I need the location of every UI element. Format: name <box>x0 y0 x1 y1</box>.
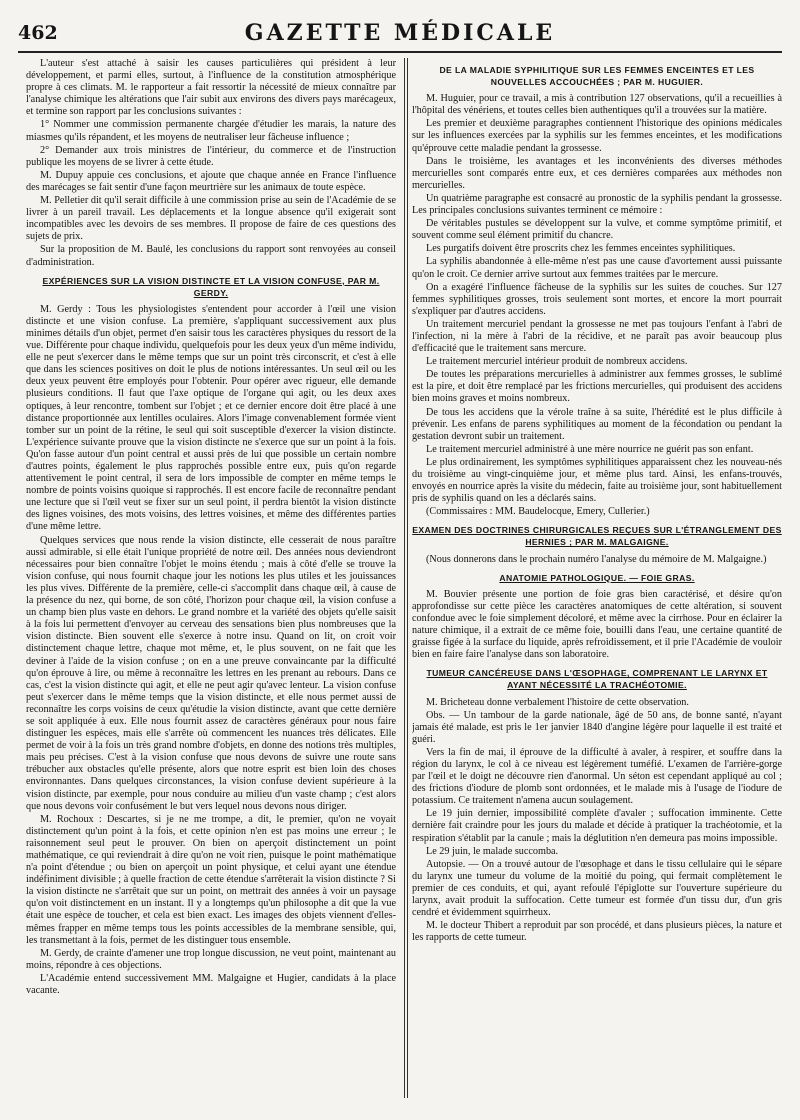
paragraph: La syphilis abandonnée à elle-même n'est pas une cause d'avortement aussi puissante qu'on le croit. Ce dernier arrive surtout aux femmes traitées par le mercure. <box>412 256 782 280</box>
paragraph: M. Pelletier dit qu'il serait difficile à une commission prise au sein de l'Académie de se livrer à un pareil travail. Les déplacements et la longue absence qu'il exigerait sont incompatibles avec les devoirs de ses membres. Il propose de faire de ces questions des sujets de prix. <box>26 195 396 243</box>
paragraph: M. le docteur Thibert a reproduit par son procédé, et dans plusieurs pièces, la nature et les rapports de cette tumeur. <box>412 920 782 944</box>
page-header <box>18 18 782 48</box>
paragraph: Le plus ordinairement, les symptômes syphilitiques apparaissent chez les nouveau-nés du troisième au vingt-cinquième jour, et même plus tard. Ainsi, les enfans-trouvés, envoyés en nourrice après la visite du médecin, faite au troisième jour, sont habituellement pris de syphilis quand on les a déclarés sains. <box>412 456 782 505</box>
paragraph: De tous les accidens que la vérole traîne à sa suite, l'hérédité est le plus difficile à prévenir. Les enfans de parens syphilitiques au moment de la fécondation ou pendant la gestation devront subir un traitement. <box>412 406 782 442</box>
paragraph: Autopsie. — On a trouvé autour de l'œsophage et dans le tissu cellulaire qui le sépare du larynx une tumeur du volume de la moitié du poing, qui fermait complètement le premier de ces conduits, et qui, ayant refoulé l'épiglotte sur l'ouverture supérieure du larynx, avait produit la suffocation. Cette tumeur est formée d'un tissu dur, d'un gris cendré et évidemment squirrheux. <box>412 858 782 919</box>
paragraph: Sur la proposition de M. Baulé, les conclusions du rapport sont renvoyées au conseil d'administration. <box>26 244 396 268</box>
header-rule <box>18 51 782 53</box>
paragraph: M. Dupuy appuie ces conclusions, et ajoute que chaque année en France l'influence des marécages se fait sentir d'une façon meurtrière sur les animaux de toute espèce. <box>26 169 396 193</box>
paragraph: On a exagéré l'influence fâcheuse de la syphilis sur les suites de couches. Sur 127 femmes syphilitiques grosses, trois seulement sont mortes, et encore la mort pourrait s'expliquer par d'autres accidens. <box>412 281 782 317</box>
section-heading: EXPÉRIENCES SUR LA VISION DISTINCTE ET LA VISION CONFUSE, PAR M. GERDY. <box>42 275 380 298</box>
paragraph: Quelques services que nous rende la vision distincte, elle cesserait de nous paraître aussi admirable, si elle était l'unique propriété de notre œil. Des années nous deviendront nécessaires pour bien connaître l'objet le moins étendu ; mais à côté d'elle se trouve la vision confuse, qui nous fournit chaque jour les notions les plus utiles et les jouissances les plus vives. Différente de la première, celle-ci s'accomplit dans chaque œil, à cause de la présence du nez, qui borne, de son côté, l'horizon pour chaque œil, la vision confuse a un champ bien plus vaste en dehors. Le grand nombre et la variété des objets qu'elle saisit à la fois lui permettent d'envoyer au cerveau des sensations bien plus nombreuses que la vision distincte. Bien souvent elle s'exerce à notre insu. Quand on lit, on croit voir distinctement chaque lettre, chaque mot même, et, le plus souvent, on ne fait que les deviner à l'aide de la vision confuse ; on en a une preuve convaincante par la difficulté qu'on éprouve à lire, ou même à reconnaître les lettres en les prenant au rebours. Dans ce cas, c'est la vision distincte qui agit, et elle ne peut agir qu'avec lenteur. La vision confuse peut s'exercer dans le même temps que la vision distincte, et elle nous permet aussi de reconnaître les corps voisins de ceux qu'étudie la vision distincte, avant que cette dernière se soit appliquée à eux. Elle nous fournit assez de caractères généraux pour nous faire distinguer les espèces, mais elle s'arrête où commencent les nuances très délicates. Elle permet de voir à la fois un très grand nombre d'objets, en donne des notions très multiples, mais peu précises. C'est à la vision confuse que nous devons de suivre une route sans trébucher aux obstacles qu'elle présente, alors que notre esprit est bien loin des choses environnantes. Dans quelques circonstances, la vision confuse devient supérieure à la vision distincte, par exemple, pour nous conduire au milieu d'un vaste champ ; c'est alors que nous devons voir confusément le but vers lequel nous devons nous diriger. <box>26 534 396 812</box>
masthead-title: GAZETTE MÉDICALE <box>244 20 556 46</box>
paragraph: (Nous donnerons dans le prochain numéro l'analyse du mémoire de M. Malgaigne.) <box>426 553 767 565</box>
paragraph: Vers la fin de mai, il éprouve de la difficulté à avaler, à respirer, et souffre dans la région du larynx, le col à ce niveau est légèrement tuméfié. L'examen de l'arrière-gorge par l'œil et le doigt ne découvre rien d'anormal. Un séton est cependant appliqué au col ; des frictions d'iodure de plomb sont ordonnées, et le malade mis à l'usage de l'iodure de potassium. Ce traitement n'amena aucun soulagement. <box>412 746 782 807</box>
paragraph: M. Gerdy : Tous les physiologistes s'entendent pour accorder à l'œil une vision distincte et une vision confuse. La première, s'appliquant successivement aux plus minimes détails d'un objet, permet d'en saisir tous les caractères physiques du ressort de la vue. Différente pour chaque individu, quelquefois pour les deux yeux d'un même individu, elle ne peut s'exercer dans le même temps que sur un point très circonscrit, et c'est à elle que dans les sciences positives on doit le plus de notions intéressantes. Un seul œil ou les deux yeux peuvent être employés pour l'obtenir. Pour opérer avec rigueur, elle demande plusieurs conditions. Il faut que l'axe optique de l'organe qui agit, ou les deux axes optiques, à leur rencontre, tombent sur l'objet ; et ce dernier encore doit être placé à une distance proportionnée aux lentilles oculaires. Alors l'image convenablement formée vient tomber sur un point de la rétine, le seul qui soit susceptible d'exercer la vision distincte. L'expérience suivante prouve que la vision distincte ne s'exerce que sur un point à la fois. Qu'on fasse autour d'un point central et aussi près de lui que possible un certain nombre d'autres points, également le plus rapprochés possible entre eux, puis qu'on regarde attentivement le point central, il sera de lors impossible de compter en même temps le nombre de points voisins quoique si rapprochés. Il est encore facile de reconnaître pendant une lecture que si l'œil veut se fixer sur un seul point, il perdra bientôt la vision distincte des lignes voisines, des mots voisins, des lettres voisines, et même des différentes parties d'une même lettre. <box>26 303 396 533</box>
section-heading: EXAMEN DES DOCTRINES CHIRURGICALES REÇUES SUR L'ÉTRANGLEMENT DES HERNIES ; PAR M. MALGAIGNE. <box>412 525 782 548</box>
section-heading: ANATOMIE PATHOLOGIQUE. — FOIE GRAS. <box>499 572 695 583</box>
paragraph: Un traitement mercuriel pendant la grossesse ne met pas toujours l'enfant à l'abri de l'infection, ni la mère à l'abri de la récidive, et ne paraît pas avoir beaucoup plus d'efficacité que le traitement sans mercure. <box>412 318 782 355</box>
paragraph: De véritables pustules se développent sur la vulve, et comme symptôme primitif, et souvent comme seul élément primitif du chancre. <box>412 218 782 242</box>
commissioners-note: (Commissaires : MM. Baudelocque, Emery, Cullerier.) <box>426 506 650 518</box>
paragraph: M. Bouvier présente une portion de foie gras bien caractérisé, et désire qu'on approfondisse sur cette pièce les caractères anatomiques de cette altération, si souvent confondue avec le foie simplement décoloré, et même avec la cirrhose. Pour en éclairer la nature chimique, il a extrait de ce même foie, bouilli dans l'eau, une certaine quantité de graisse figée à la surface du liquide, après refroidissement, et il prie l'Académie de vouloir bien en faire faire l'analyse dans son laboratoire. <box>412 588 782 661</box>
paragraph: M. Rochoux : Descartes, si je ne me trompe, a dit, le premier, qu'on ne voyait distinctement qu'un point à la fois, et cette opinion n'en est pas moins une erreur ; le raisonnement seul peut le prouver. On bien on aperçoit distinctement un point mathématique, ce qui reviendrait à dire qu'on ne voit rien, puisque le point mathématique n'a point d'étendue ; ou bien on aperçoit un point physique, et celui ayant une étendue indéfiniment divisible ; à quelle fraction de cette étendue s'arrêterait la vision distincte ? Si la vision distincte ne s'arrêtait que sur un point, on mettrait des années à voir un paysage qu'on voit distinctement en un instant. Il y a longtemps qu'un philosophe a dit que la vue était une espèce de toucher, et cela est bien exact. Les images des objets viennent d'elles-mêmes frapper en même temps tous les points accessibles de la membrane sensible, qui, les transmettant à la fois, permet de les distinguer tous ensemble. <box>26 813 396 946</box>
page-number: 462 <box>18 22 58 44</box>
paragraph: 2° Demander aux trois ministres de l'intérieur, du commerce et de l'instruction publique les moyens de se livrer à cette étude. <box>26 144 396 168</box>
section-heading: DE LA MALADIE SYPHILITIQUE SUR LES FEMMES ENCEINTES ET LES NOUVELLES ACCOUCHÉES ; PAR M. HUGUIER. <box>439 65 755 88</box>
column-divider <box>404 58 408 1098</box>
paragraph: L'auteur s'est attaché à saisir les causes particulières qui président à leur développement, et parmi elles, surtout, à l'influence de la constitution atmosphérique propre à ces climats. M. le rapporteur a fait ressortir la nécessité de mieux connaître par l'analyse chimique les altérations que l'air subit aux environs des divers pays marécageux, et termine son rapport par les conclusions suivantes : <box>26 58 396 118</box>
paragraph: Un quatrième paragraphe est consacré au pronostic de la syphilis pendant la grossesse. Les principales conclusions suivantes terminent ce mémoire : <box>412 192 782 217</box>
paragraph: Le traitement mercuriel intérieur produit de nombreux accidens. <box>426 356 688 368</box>
paragraph: De toutes les préparations mercurielles à administrer aux femmes grosses, le sublimé est la pire, et doit être remplacé par les frictions mercurielles, qui produisent des accidens bien moins graves et moins nombreux. <box>412 369 782 405</box>
paragraph: Obs. — Un tambour de la garde nationale, âgé de 50 ans, de bonne santé, n'ayant jamais été malade, est pris le 1er janvier 1840 d'angine légère pour laquelle il est traité et guéri. <box>412 709 782 745</box>
section-heading: TUMEUR CANCÉREUSE DANS L'ŒSOPHAGE, COMPRENANT LE LARYNX ET AYANT NÉCESSITÉ LA TRACHÉOTOMIE. <box>426 668 768 691</box>
paragraph: Dans le troisième, les avantages et les inconvénients des diverses méthodes mercurielles sont comparés entre eux, et ces dernières comparées aux méthodes non mercurielles. <box>412 155 782 191</box>
right-column <box>412 58 782 1098</box>
paragraph: Le traitement mercuriel administré à une mère nourrice ne guérit pas son enfant. <box>426 443 754 455</box>
paragraph: Le 29 juin, le malade succomba. <box>426 845 559 857</box>
paragraph: Les purgatifs doivent être proscrits chez les femmes enceintes syphilitiques. <box>426 243 736 255</box>
paragraph: 1° Nommer une commission permanente chargée d'étudier les marais, la nature des miasmes qu'ils répandent, et les moyens de neutraliser leur fâcheuse influence ; <box>26 119 396 143</box>
paragraph: Les premier et deuxième paragraphes contiennent l'historique des opinions médicales sur les influences exercées par la syphilis sur les femmes enceintes, et les modifications qu'éprouve cette maladie pendant la grossesse. <box>412 118 782 154</box>
left-column <box>26 58 396 1098</box>
paragraph: M. Gerdy, de crainte d'amener une trop longue discussion, ne veut point, maintenant au moins, répondre à ces objections. <box>26 947 396 971</box>
paragraph: M. Bricheteau donne verbalement l'histoire de cette observation. <box>426 696 689 708</box>
paragraph: L'Académie entend successivement MM. Malgaigne et Hugier, candidats à la place vacante. <box>26 972 396 997</box>
paragraph: M. Huguier, pour ce travail, a mis à contribution 127 observations, qu'il a recueillies à l'hôpital des vénériens, et toutes celles bien authentiques qu'il a trouvées sur la matière. <box>412 93 782 117</box>
paragraph: Le 19 juin dernier, impossibilité complète d'avaler ; suffocation imminente. Cette dernière fait craindre pour les jours du malade et décide à pratiquer la trachéotomie, et la respiration s'établit par la canule ; mais la déglutition n'en demeura pas moins impossible. <box>412 808 782 844</box>
